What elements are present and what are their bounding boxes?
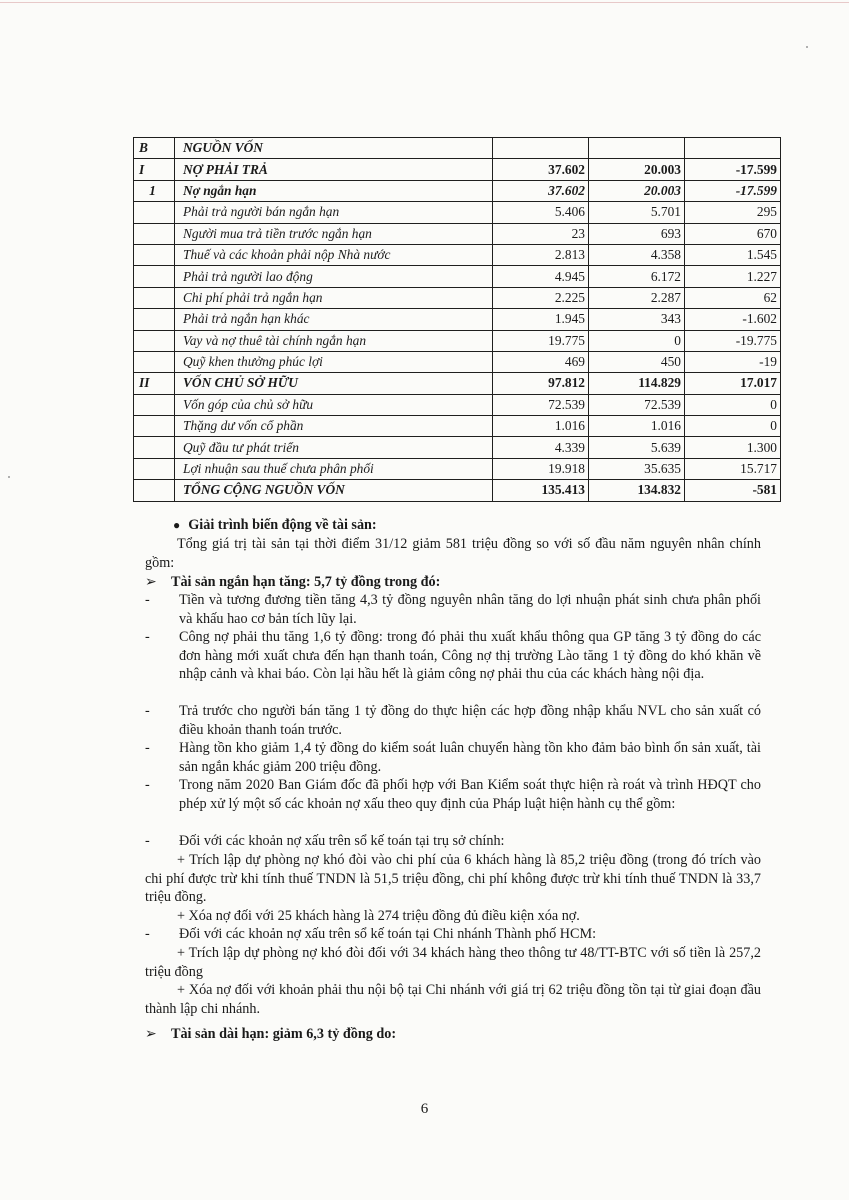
value-start-year: 469: [493, 351, 589, 372]
list-item: - Công nợ phải thu tăng 1,6 tỷ đồng: trong đó phải thu xuất khẩu thông qua GP tăng 3 tỷ đồng do các đơn hàng mới xuất chưa đến hạn thanh toán, Công nợ thị trường Lào tăng 1 tỷ đồng do khó khăn về nhập cảnh và khai báo. Còn lại hầu hết là giảm công nợ phải thu của các khách hàng nội địa.: [145, 629, 761, 682]
value-change: 15.717: [685, 458, 781, 479]
value-change: 1.300: [685, 437, 781, 458]
value-change: -17.599: [685, 159, 781, 180]
row-code: 1: [134, 180, 175, 201]
table-row: [134, 309, 781, 330]
row-label: Nợ ngắn hạn: [175, 180, 493, 201]
row-label: Thuế và các khoản phải nộp Nhà nước: [175, 244, 493, 265]
value-end-year: 2.287: [589, 287, 685, 308]
row-label: TỔNG CỘNG NGUỒN VỐN: [175, 480, 493, 501]
arrow-icon: ➢: [145, 1026, 157, 1042]
row-code: [134, 223, 175, 244]
value-end-year: 20.003: [589, 159, 685, 180]
row-code: [134, 480, 175, 501]
value-start-year: 4.339: [493, 437, 589, 458]
row-label: NGUỒN VỐN: [175, 138, 493, 159]
write-off-paragraph-hq: + Xóa nợ đối với 25 khách hàng là 274 triệu đồng đủ điều kiện xóa nợ.: [177, 908, 580, 924]
row-label: Lợi nhuận sau thuế chưa phân phối: [175, 458, 493, 479]
value-start-year: 135.413: [493, 480, 589, 501]
value-start-year: 19.918: [493, 458, 589, 479]
table-row: [134, 244, 781, 265]
row-code: II: [134, 373, 175, 394]
value-change: 295: [685, 202, 781, 223]
value-end-year: 693: [589, 223, 685, 244]
table-row: [134, 202, 781, 223]
value-change: -581: [685, 480, 781, 501]
value-change: -1.602: [685, 309, 781, 330]
value-end-year: 6.172: [589, 266, 685, 287]
list-item: - Trả trước cho người bán tăng 1 tỷ đồng do thực hiện các hợp đồng nhập khẩu NVL cho sản xuất có điều khoản thanh toán trước.: [145, 703, 761, 738]
table-row: [134, 373, 781, 394]
row-label: Người mua trả tiền trước ngắn hạn: [175, 223, 493, 244]
value-start-year: 1.945: [493, 309, 589, 330]
value-change: 0: [685, 394, 781, 415]
value-change: 1.545: [685, 244, 781, 265]
value-end-year: 20.003: [589, 180, 685, 201]
row-label: Vốn góp của chủ sở hữu: [175, 394, 493, 415]
value-start-year: 23: [493, 223, 589, 244]
value-end-year: 343: [589, 309, 685, 330]
row-label: Phải trả người lao động: [175, 266, 493, 287]
value-end-year: 5.701: [589, 202, 685, 223]
provision-paragraph-hcm: + Trích lập dự phòng nợ khó đòi đối với 34 khách hàng theo thông tư 48/TT-BTC với số tiền là 257,2 triệu đồng: [145, 945, 761, 980]
value-start-year: [493, 138, 589, 159]
list-item: - Trong năm 2020 Ban Giám đốc đã phối hợp với Ban Kiểm soát thực hiện rà roát và trình HĐQT cho phép xử lý một số các khoản nợ xấu theo quy định của Pháp luật hiện hành cụ thể gồm:: [145, 777, 761, 812]
value-end-year: 0: [589, 330, 685, 351]
scan-speck: [806, 46, 808, 48]
value-change: [685, 138, 781, 159]
value-change: 1.227: [685, 266, 781, 287]
heading-short-term-assets: ➢ Tài sản ngắn hạn tăng: 5,7 tỷ đồng trong đó:: [145, 574, 441, 590]
row-code: [134, 416, 175, 437]
value-start-year: 37.602: [493, 180, 589, 201]
value-end-year: 114.829: [589, 373, 685, 394]
value-start-year: 2.225: [493, 287, 589, 308]
list-item: - Tiền và tương đương tiền tăng 4,3 tỷ đồng nguyên nhân tăng do lợi nhuận phát sinh chưa phân phối và khấu hao cơ bản tích lũy lại.: [145, 592, 761, 627]
row-code: [134, 394, 175, 415]
arrow-icon: ➢: [145, 574, 157, 590]
row-label: VỐN CHỦ SỞ HỮU: [175, 373, 493, 394]
row-label: Phải trả ngắn hạn khác: [175, 309, 493, 330]
value-end-year: 72.539: [589, 394, 685, 415]
row-code: [134, 287, 175, 308]
value-start-year: 4.945: [493, 266, 589, 287]
value-change: 17.017: [685, 373, 781, 394]
row-label: Thặng dư vốn cổ phần: [175, 416, 493, 437]
value-start-year: 2.813: [493, 244, 589, 265]
table-row: [134, 138, 781, 159]
table-row: [134, 437, 781, 458]
value-start-year: 72.539: [493, 394, 589, 415]
scan-top-edge: [0, 2, 849, 3]
table-row: [134, 416, 781, 437]
value-change: 62: [685, 287, 781, 308]
table-row: [134, 287, 781, 308]
value-end-year: 4.358: [589, 244, 685, 265]
row-label: Quỹ đầu tư phát triển: [175, 437, 493, 458]
value-end-year: 1.016: [589, 416, 685, 437]
table-row: [134, 180, 781, 201]
provision-paragraph-hq: + Trích lập dự phòng nợ khó đòi vào chi phí của 6 khách hàng là 85,2 triệu đồng (trong đó trích vào chi phí được trừ khi tính thuế TNDN là 51,5 triệu đồng, chi phí không được trừ khi tính thuế TNDN là 33,7 triệu đồng.: [145, 852, 761, 905]
row-code: [134, 437, 175, 458]
row-label: NỢ PHẢI TRẢ: [175, 159, 493, 180]
list-item: - Hàng tồn kho giảm 1,4 tỷ đồng do kiểm soát luân chuyển hàng tồn kho đảm bảo bình ổn sản xuất, tài sản ngắn khác giảm 200 triệu đồng.: [145, 740, 761, 775]
value-end-year: 134.832: [589, 480, 685, 501]
list-item: - Đối với các khoản nợ xấu trên sổ kế toán tại trụ sở chính:: [145, 833, 505, 849]
table-row: [134, 351, 781, 372]
row-code: B: [134, 138, 175, 159]
table-row: [134, 330, 781, 351]
page-number: 6: [420, 1101, 429, 1117]
list-item: - Đối với các khoản nợ xấu trên sổ kế toán tại Chi nhánh Thành phố HCM:: [145, 926, 597, 942]
table-row: [134, 394, 781, 415]
table-row: [134, 266, 781, 287]
value-end-year: 450: [589, 351, 685, 372]
heading-asset-explanation: ● Giải trình biến động về tài sản:: [173, 517, 377, 533]
value-end-year: [589, 138, 685, 159]
value-change: 670: [685, 223, 781, 244]
write-off-paragraph-hcm: + Xóa nợ đối với khoản phải thu nội bộ tại Chi nhánh với giá trị 62 triệu đồng tồn tại từ giai đoạn đầu thành lập chi nhánh.: [145, 982, 761, 1017]
table-row: [134, 458, 781, 479]
value-end-year: 5.639: [589, 437, 685, 458]
table-row: [134, 480, 781, 501]
value-end-year: 35.635: [589, 458, 685, 479]
row-code: [134, 266, 175, 287]
scan-speck: [8, 476, 10, 478]
row-code: [134, 244, 175, 265]
value-change: -19.775: [685, 330, 781, 351]
row-code: [134, 351, 175, 372]
intro-paragraph: Tổng giá trị tài sản tại thời điểm 31/12 giảm 581 triệu đồng so với số đầu năm nguyên nhân chính gồm:: [145, 536, 761, 571]
value-start-year: 37.602: [493, 159, 589, 180]
capital-sources-table: [133, 137, 781, 502]
row-label: Phải trả người bán ngắn hạn: [175, 202, 493, 223]
row-code: [134, 330, 175, 351]
bullet-icon: ●: [173, 518, 181, 532]
row-code: [134, 309, 175, 330]
table-row: [134, 223, 781, 244]
row-code: I: [134, 159, 175, 180]
value-change: 0: [685, 416, 781, 437]
value-start-year: 97.812: [493, 373, 589, 394]
row-label: Quỹ khen thưởng phúc lợi: [175, 351, 493, 372]
value-start-year: 5.406: [493, 202, 589, 223]
row-label: Vay và nợ thuê tài chính ngắn hạn: [175, 330, 493, 351]
row-label: Chi phí phải trả ngắn hạn: [175, 287, 493, 308]
value-start-year: 1.016: [493, 416, 589, 437]
value-change: -17.599: [685, 180, 781, 201]
value-change: -19: [685, 351, 781, 372]
value-start-year: 19.775: [493, 330, 589, 351]
heading-long-term-assets: ➢ Tài sản dài hạn: giảm 6,3 tỷ đồng do:: [145, 1026, 397, 1042]
table-row: [134, 159, 781, 180]
row-code: [134, 458, 175, 479]
row-code: [134, 202, 175, 223]
